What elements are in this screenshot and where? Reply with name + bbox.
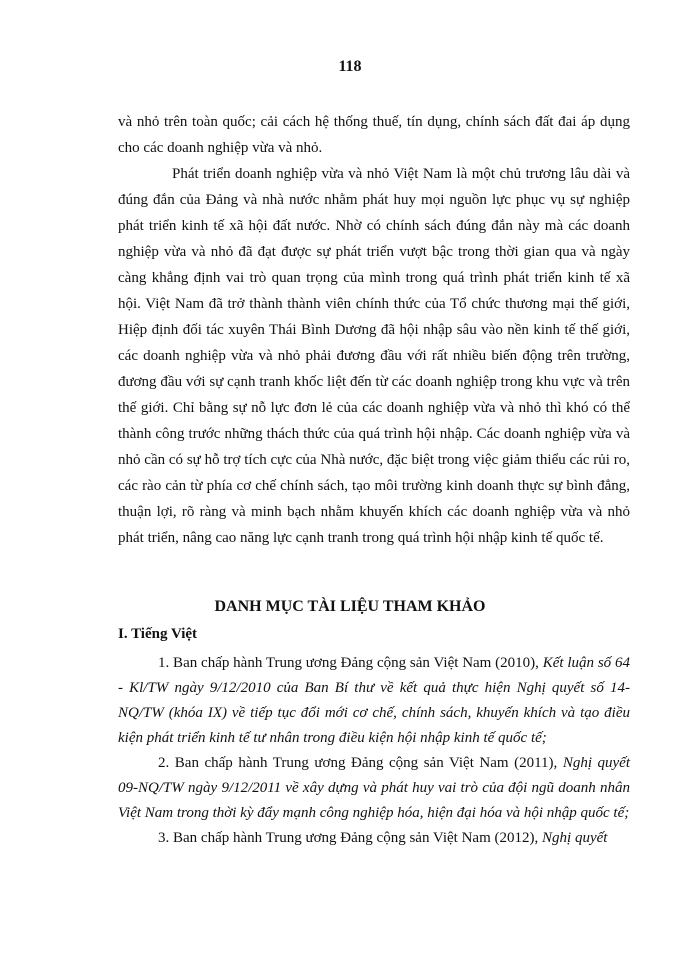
paragraph-continuation: và nhỏ trên toàn quốc; cải cách hệ thống thuế, tín dụng, chính sách đất đai áp dụng cho các doanh nghiệp vừa và nhỏ. — [118, 114, 630, 156]
reference-item — [118, 826, 630, 851]
references-heading: DANH MỤC TÀI LIỆU THAM KHẢO — [214, 598, 486, 615]
reference-author: 1. Ban chấp hành Trung ương Đảng cộng sản Việt Nam (2010), — [158, 655, 543, 671]
reference-title: Nghị quyết 09-NQ/TW ngày 9/12/2011 về xây dựng và phát huy vai trò của đội ngũ doanh nhân Việt Nam trong thời kỳ đẩy mạnh công nghiệp hóa, hiện đại hóa và hội nhập quốc tế; — [118, 755, 630, 821]
references-section-title: I. Tiếng Việt — [118, 626, 198, 642]
reference-item — [118, 651, 630, 751]
references-list — [118, 651, 630, 851]
reference-author: 3. Ban chấp hành Trung ương Đảng cộng sản Việt Nam (2012), — [158, 830, 543, 846]
reference-author: 2. Ban chấp hành Trung ương Đảng cộng sản Việt Nam (2011), — [158, 755, 563, 771]
reference-title: Nghị quyết — [542, 830, 608, 846]
paragraph: Phát triển doanh nghiệp vừa và nhỏ Việt Nam là một chủ trương lâu dài và đúng đắn của Đảng và nhà nước nhằm phát huy mọi nguồn lực phục vụ sự nghiệp phát triển kinh tế xã hội đất nước. Nhờ có chính sách đúng đắn này mà các doanh nghiệp vừa và nhỏ đã đạt được sự phát triển vượt bậc trong thời gian qua và ngày càng khẳng định vai trò quan trọng của mình trong quá trình phát triển kinh tế xã hội. Việt Nam đã trở thành thành viên chính thức của Tổ chức thương mại thế giới, Hiệp định đối tác xuyên Thái Bình Dương đã hội nhập sâu vào nền kinh tế thế giới, các doanh nghiệp vừa và nhỏ phải đương đầu với rất nhiều biến động trên trường, đương đầu với sự cạnh tranh khốc liệt đến từ các doanh nghiệp trong khu vực và trên thế giới. Chỉ bằng sự nỗ lực đơn lẻ của các doanh nghiệp vừa và nhỏ thì khó có thể thành công trước những thách thức của quá trình hội nhập. Các doanh nghiệp vừa và nhỏ cần có sự hỗ trợ tích cực của Nhà nước, đặc biệt trong việc giảm thiểu các rủi ro, các rào cản từ phía cơ chế chính sách, tạo môi trường kinh doanh thực sự bình đẳng, thuận lợi, rõ ràng và minh bạch nhằm khuyến khích các doanh nghiệp vừa và nhỏ phát triển, nâng cao năng lực cạnh tranh trong quá trình hội nhập kinh tế quốc tế. — [118, 166, 630, 546]
reference-title: Kết luận số 64 - Kl/TW ngày 9/12/2010 của Ban Bí thư về kết quả thực hiện Nghị quyết số 14-NQ/TW (khóa IX) về tiếp tục đổi mới cơ chế, chính sách, khuyến khích và tạo điều kiện phát triển kinh tế tư nhân trong điều kiện hội nhập kinh tế quốc tế; — [118, 655, 630, 746]
page-number: 118 — [338, 58, 362, 75]
body-text — [118, 109, 630, 551]
reference-item — [118, 751, 630, 826]
